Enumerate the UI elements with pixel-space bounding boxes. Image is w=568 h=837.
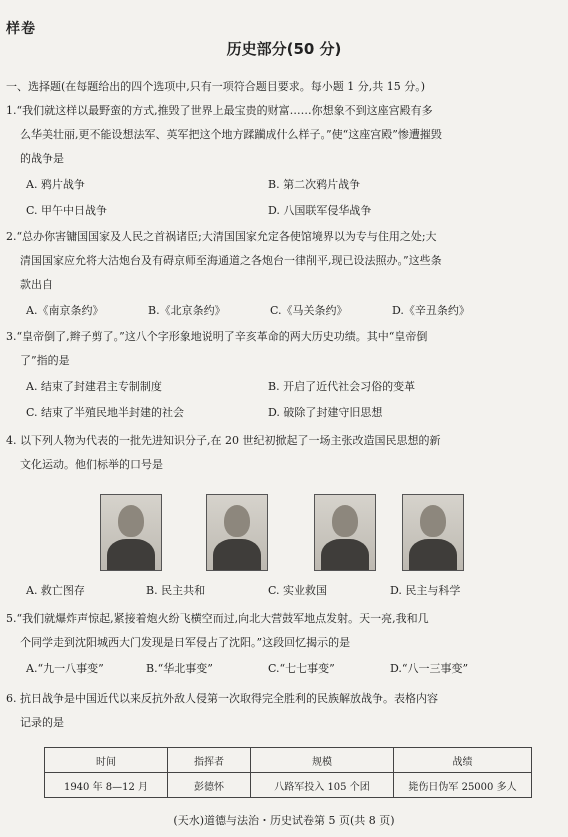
q1-option-c: C. 甲午中日战争 bbox=[26, 204, 108, 217]
q3-option-a: A. 结束了封建君主专制制度 bbox=[26, 380, 162, 393]
table-cell-result: 毙伤日伪军 25000 多人 bbox=[394, 773, 532, 798]
section-intro: 一、选择题(在每题给出的四个选项中,只有一项符合题目要求。每小题 1 分,共 15 分。) bbox=[6, 80, 426, 93]
q5-option-c: C.“七七事变” bbox=[268, 662, 335, 675]
q5-line-2: 个同学走到沈阳城西大门发现是日军侵占了沈阳。”这段回忆揭示的是 bbox=[20, 636, 351, 649]
q1-option-d: D. 八国联军侵华战争 bbox=[268, 204, 372, 217]
portrait-photo-2 bbox=[206, 494, 268, 571]
q2-line-1: 2.“总办你害镛国国家及人民之首祸诸臣;大清国国家允定各使馆境界以为专与住用之处;大 bbox=[6, 230, 437, 243]
q1-line-2: 么华美壮丽,更不能设想法军、英军把这个地方蹂躏成什么样子。”使“这座宫殿”惨遭摧毁 bbox=[20, 128, 442, 141]
table-cell-time: 1940 年 8—12 月 bbox=[45, 773, 168, 798]
q2-option-b: B.《北京条约》 bbox=[148, 304, 226, 317]
q3-line-1: 3.“皇帝倒了,辫子剪了。”这八个字形象地说明了辛亥革命的两大历史功绩。其中“皇帝倒 bbox=[6, 330, 428, 343]
q2-line-3: 款出自 bbox=[20, 278, 53, 291]
q1-line-1: 1.“我们就这样以最野蛮的方式,推毁了世界上最宝贵的财富……你想象不到这座宫殿有多 bbox=[6, 104, 433, 117]
page-title: 历史部分(50 分) bbox=[226, 40, 342, 58]
table-header-row bbox=[45, 748, 532, 773]
table-row bbox=[45, 773, 532, 798]
q2-option-d: D.《辛丑条约》 bbox=[392, 304, 470, 317]
portrait-photo-3 bbox=[314, 494, 376, 571]
sample-label: 样卷 bbox=[6, 21, 36, 37]
table-header-scale: 规模 bbox=[251, 748, 394, 773]
table-header-commander: 指挥者 bbox=[168, 748, 251, 773]
q1-option-a: A. 鸦片战争 bbox=[26, 178, 85, 191]
q3-option-b: B. 开启了近代社会习俗的变革 bbox=[268, 380, 416, 393]
q6-line-2: 记录的是 bbox=[20, 716, 64, 729]
q1-line-3: 的战争是 bbox=[20, 152, 64, 165]
table-header-time: 时间 bbox=[45, 748, 168, 773]
q3-line-2: 了”指的是 bbox=[20, 354, 70, 367]
portrait-photo-1 bbox=[100, 494, 162, 571]
portrait-photo-4 bbox=[402, 494, 464, 571]
q6-line-1: 6. 抗日战争是中国近代以来反抗外敌人侵第一次取得完全胜利的民族解放战争。表格内容 bbox=[6, 692, 438, 705]
q4-option-d: D. 民主与科学 bbox=[390, 584, 461, 597]
page-footer: (天水)道德与法治・历史试卷第 5 页(共 8 页) bbox=[173, 814, 395, 827]
q5-option-b: B.“华北事变” bbox=[146, 662, 213, 675]
battle-record-table bbox=[44, 747, 532, 798]
q2-option-a: A.《南京条约》 bbox=[26, 304, 104, 317]
q2-option-c: C.《马关条约》 bbox=[270, 304, 348, 317]
q4-option-c: C. 实业救国 bbox=[268, 584, 328, 597]
q4-line-2: 文化运动。他们标举的口号是 bbox=[20, 458, 163, 471]
q4-option-a: A. 救亡图存 bbox=[26, 584, 85, 597]
q1-option-b: B. 第二次鸦片战争 bbox=[268, 178, 361, 191]
q3-option-c: C. 结束了半殖民地半封建的社会 bbox=[26, 406, 185, 419]
q4-option-b: B. 民主共和 bbox=[146, 584, 206, 597]
table-cell-scale: 八路军投入 105 个团 bbox=[251, 773, 394, 798]
table-header-result: 战绩 bbox=[394, 748, 532, 773]
q5-line-1: 5.“我们就爆炸声惊起,紧接着炮火纷飞横空而过,向北大营鼓军地点发射。天一亮,我和几 bbox=[6, 612, 429, 625]
q3-option-d: D. 破除了封建守旧思想 bbox=[268, 406, 383, 419]
q2-line-2: 清国国家应允将大沽炮台及有碍京师至海通道之各炮台一律削平,现已设法照办。”这些条 bbox=[20, 254, 442, 267]
table-cell-commander: 彭德怀 bbox=[168, 773, 251, 798]
q5-option-d: D.“八一三事变” bbox=[390, 662, 469, 675]
q4-line-1: 4. 以下列人物为代表的一批先进知识分子,在 20 世纪初掀起了一场主张改造国民思想的新 bbox=[6, 434, 441, 447]
q5-option-a: A.“九一八事变” bbox=[26, 662, 104, 675]
